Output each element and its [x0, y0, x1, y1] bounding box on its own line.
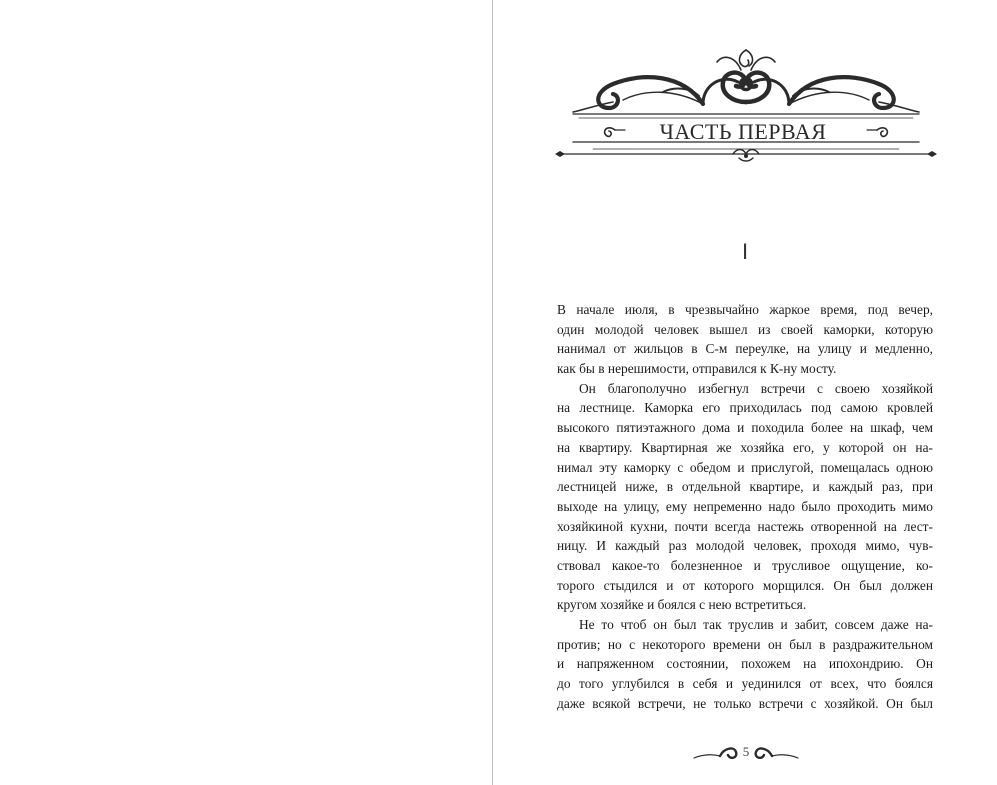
page-number: 5 — [742, 744, 750, 759]
text-line: кругом хозяйке и боялся с нею встретиться. — [557, 597, 807, 613]
header-ornament — [553, 44, 939, 168]
text-line: на квартиру. Квартирная же хозяйка его, у которой он на- — [557, 439, 933, 455]
text-line: нимал эту каморку с обедом и прислугой, помещалась одною — [557, 459, 933, 475]
text-line: на лестнице. Каморка его приходилась под самою кровлей — [557, 400, 933, 416]
text-line: ницу. И каждый раз молодой человек, проходя мимо, чув- — [557, 538, 933, 554]
text-line: до того углубился в себя и уединился от всех, что боялся — [557, 676, 933, 692]
left-page-blank — [0, 0, 492, 785]
text-line: против; но с некоторого времени он был в раздражительном — [557, 636, 933, 652]
text-line: выходе на улицу, ему непременно надо было проходить мимо — [557, 498, 933, 514]
text-line: как бы в нерешимости, отправился к К-ну мосту. — [557, 361, 837, 377]
text-line: и напряженном состоянии, похожем на ипохондрию. Он — [557, 656, 933, 672]
part-title: ЧАСТЬ ПЕРВАЯ — [659, 119, 827, 144]
text-line: ствовал какое-то болезненное и трусливое ощущение, ко- — [557, 557, 933, 573]
text-line: высокого пятиэтажного дома и походила более на шкаф, чем — [557, 420, 933, 436]
text-line: Не то чтоб он был так труслив и забит, совсем даже на- — [579, 617, 933, 632]
text-line: В начале июля, в чрезвычайно жаркое время, под вечер, — [557, 302, 933, 317]
text-line: торого стыдился и от которого морщился. Он был должен — [557, 577, 933, 593]
text-line: нанимал от жильцов в С-м переулке, на улицу и медленно, — [557, 341, 933, 357]
body-text — [557, 300, 933, 713]
text-line: даже всякой встречи, не только встречи с хозяйкой. Он был — [557, 695, 933, 711]
text-line: хозяйкиной кухни, почти всегда настежь отворенной на лест- — [557, 518, 933, 534]
text-line: один молодой человек вышел из своей каморки, которую — [557, 321, 933, 337]
text-line: Он благополучно избегнул встречи с своею хозяйкой — [579, 380, 933, 396]
text-line: лестницей ниже, в отдельной квартире, и каждый раз, при — [557, 479, 933, 495]
chapter-number: I — [741, 239, 749, 264]
